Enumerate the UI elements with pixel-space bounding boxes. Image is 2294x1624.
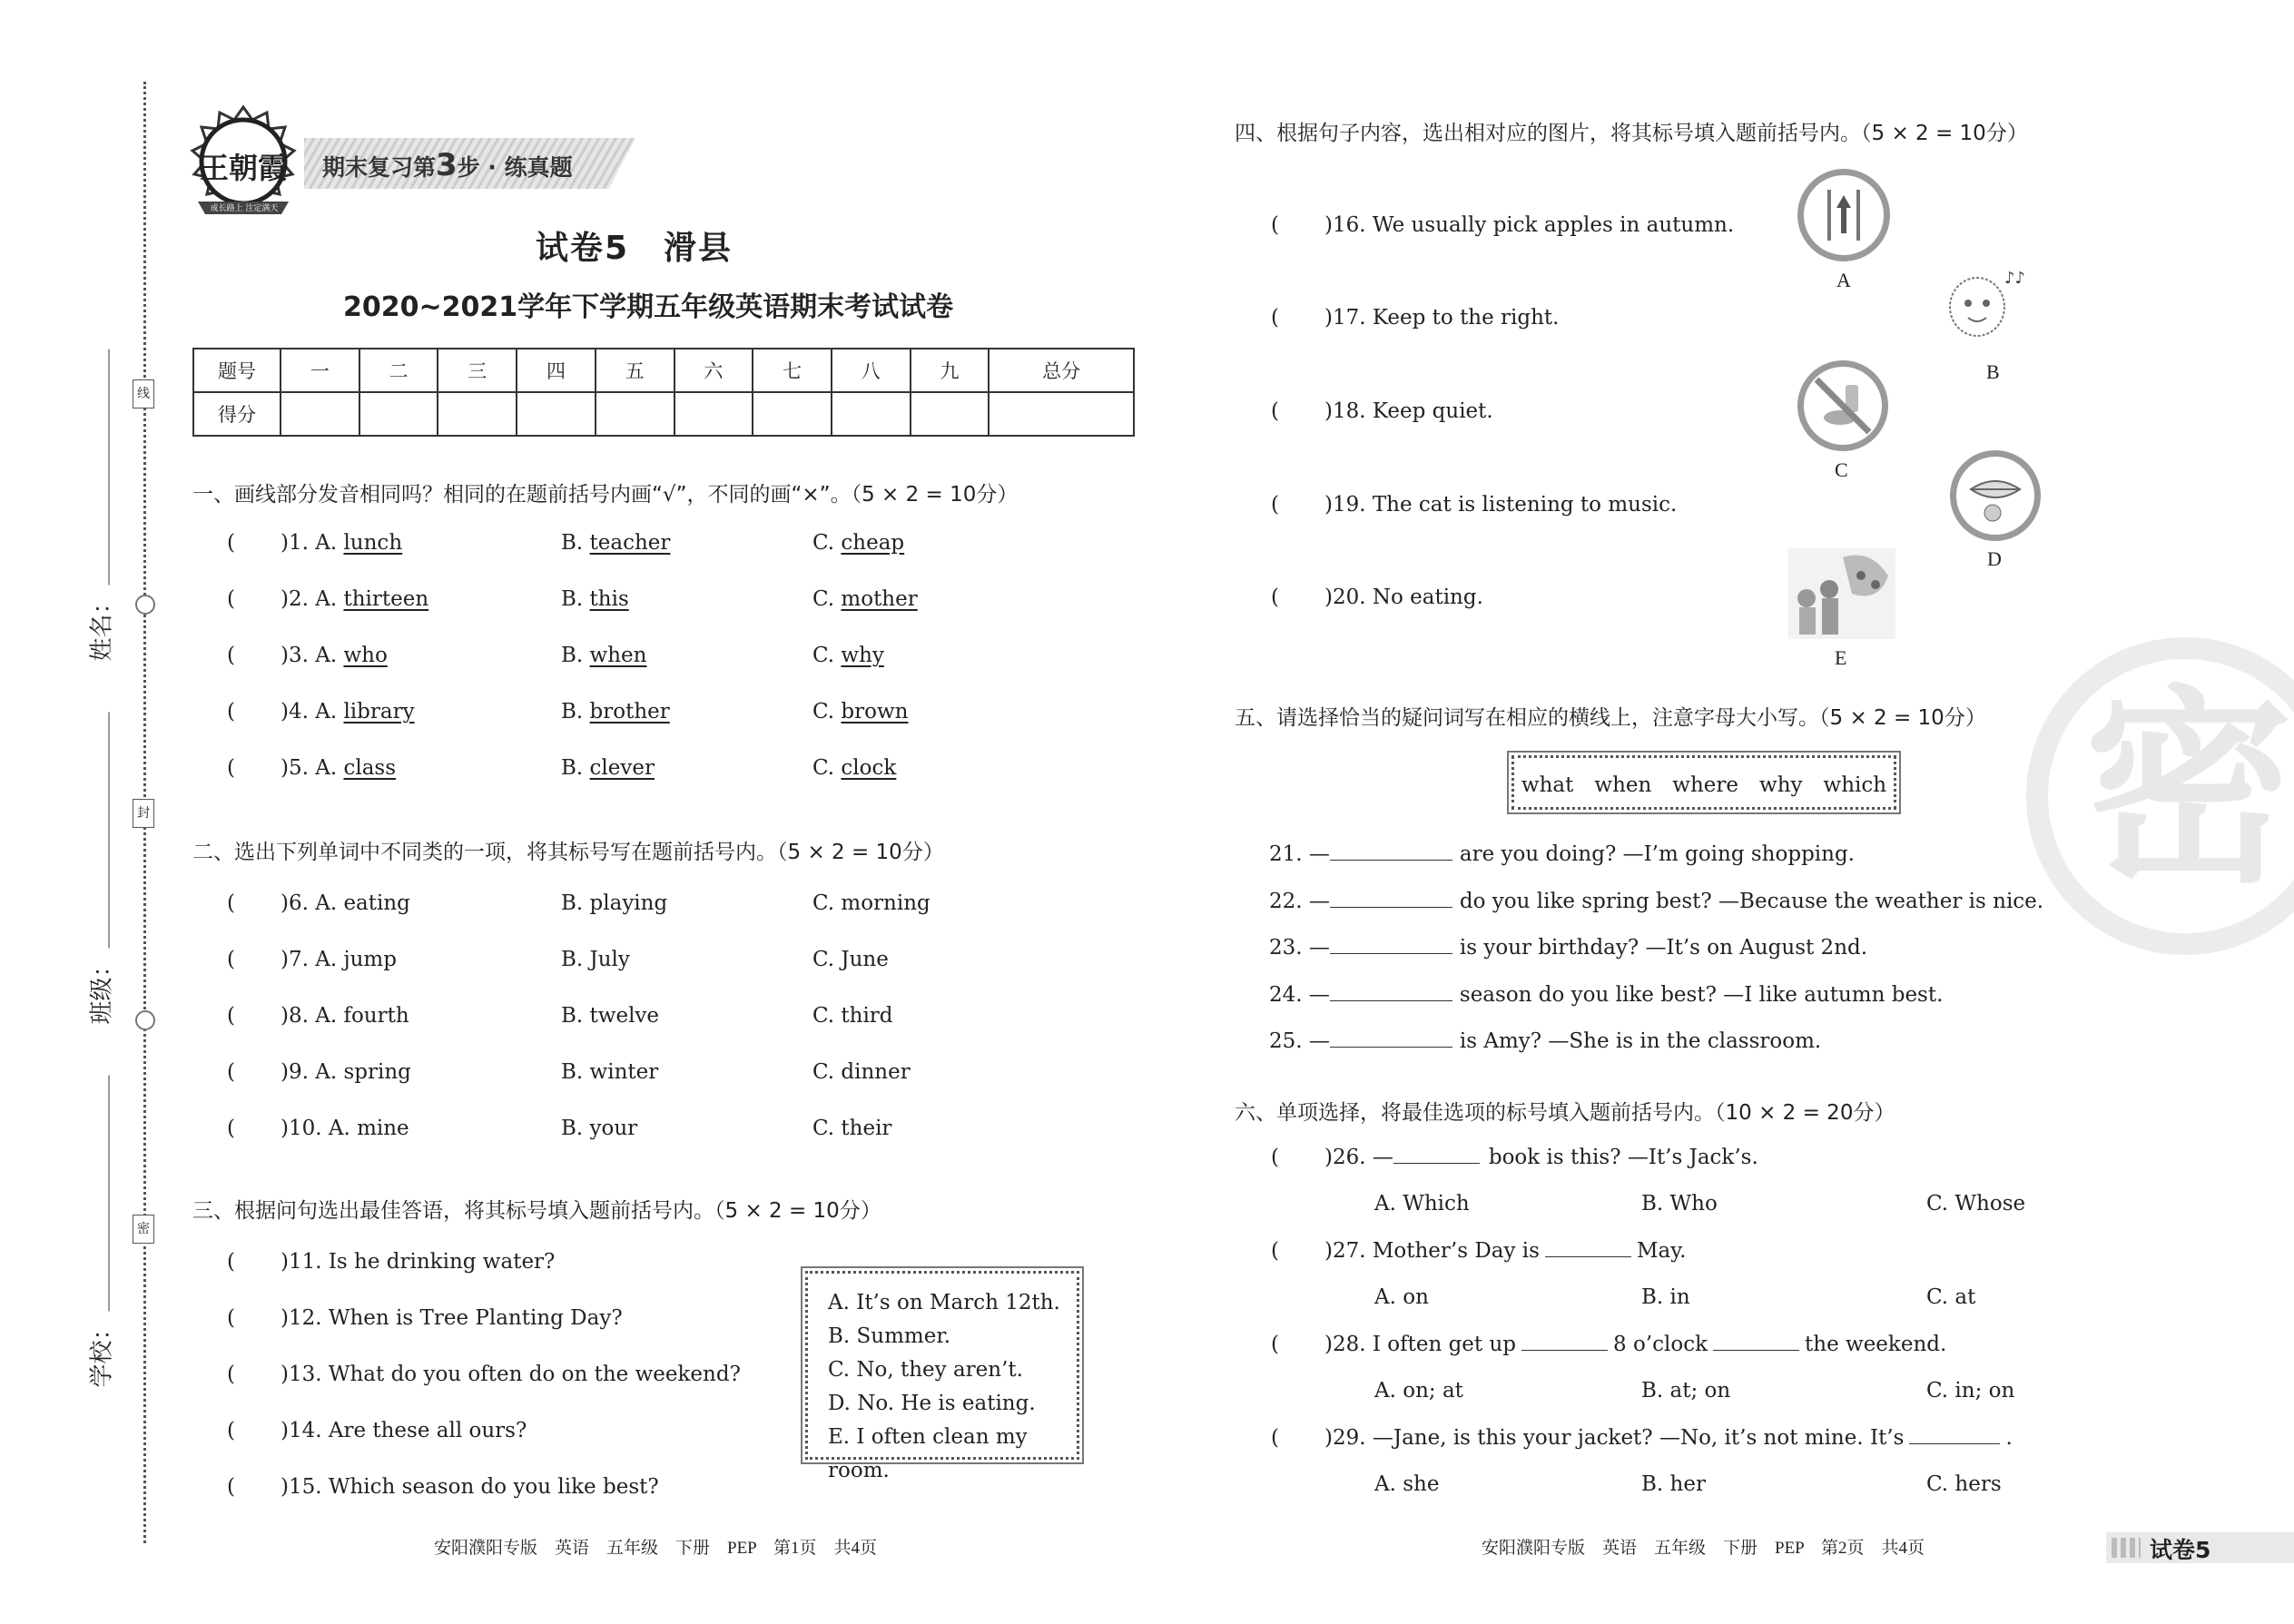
school-label: 学校： [88, 1316, 116, 1388]
score-label: 得分 [193, 392, 281, 436]
question-row: ( )28. I often get up 8 o’clock the weekend. [1271, 1333, 1947, 1356]
score-cell: 总分 [989, 349, 1134, 392]
answer-blank[interactable] [1330, 1046, 1452, 1048]
class-field[interactable] [84, 698, 117, 1025]
question-row: ( )8. A. fourth B. twelve C. third [227, 1004, 893, 1028]
answer-blank[interactable] [1330, 906, 1452, 908]
answer-blank[interactable] [1330, 859, 1452, 861]
binding-mark-secret: 密 [133, 1215, 154, 1244]
logo-text: 王朝霞 [199, 152, 287, 184]
question-row: ( )12. When is Tree Planting Day? [227, 1306, 623, 1330]
answer-blank[interactable] [1330, 952, 1452, 954]
score-input[interactable] [438, 392, 517, 436]
question-row: ( )9. A. spring B. winter C. dinner [227, 1060, 911, 1084]
answer-blank[interactable] [1713, 1349, 1799, 1351]
fill-row: 23. — is your birthday? —It’s on August 2nd. [1269, 936, 1868, 960]
score-cell: 八 [832, 349, 911, 392]
answer-blank[interactable] [1521, 1349, 1608, 1351]
section-3-title: 三、根据问句选出最佳答语，将其标号填入题前括号内。（5 × 2 = 10分） [192, 1199, 881, 1223]
score-row-headers [193, 349, 1134, 392]
no-eating-sign-picture [1797, 360, 1888, 451]
score-table [192, 348, 1135, 437]
question-row: ( )11. Is he drinking water? [227, 1250, 556, 1274]
answer-option: E. I often clean my room. [828, 1425, 1028, 1482]
question-row: ( )5. A. class B. clever C. clock [227, 756, 897, 780]
question-row: ( )19. The cat is listening to music. [1271, 493, 1678, 517]
score-cell: 九 [911, 349, 989, 392]
banner-text [322, 147, 573, 183]
banner-suffix: 步 · 练真题 [457, 154, 573, 181]
score-input[interactable] [674, 392, 753, 436]
picking-apples-picture [1788, 548, 1895, 639]
question-row: ( )6. A. eating B. playing C. morning [227, 891, 930, 915]
section-1-title: 一、画线部分发音相同吗？相同的在题前括号内画“√”，不同的画“×”。（5 × 2 = 10分） [192, 483, 1019, 507]
score-input[interactable] [517, 392, 596, 436]
question-row: ( )17. Keep to the right. [1271, 306, 1560, 330]
score-input[interactable] [989, 392, 1134, 436]
question-row: ( )29. —Jane, is this your jacket? —No, it’s not mine. It’s . [1271, 1426, 2013, 1450]
question-row: ( )14. Are these all ours? [227, 1419, 527, 1442]
answer-option: D. No. He is eating. [828, 1392, 1036, 1415]
name-label: 姓名： [88, 590, 116, 662]
keep-quiet-sign-picture [1950, 450, 2041, 541]
fill-row: 24. — season do you like best? —I like autumn best. [1269, 983, 1944, 1007]
score-cell: 五 [596, 349, 674, 392]
name-field[interactable] [84, 335, 117, 662]
options-row: A. on B. in C. at [1374, 1285, 1976, 1309]
footer-tab: 试卷5 [2150, 1537, 2211, 1563]
fill-row: 25. — is Amy? —She is in the classroom. [1269, 1029, 1822, 1053]
exam-title: 试卷5 滑县 [536, 230, 733, 267]
question-row: ( )15. Which season do you like best? [227, 1475, 659, 1499]
question-row: ( )16. We usually pick apples in autumn. [1271, 213, 1735, 237]
score-cell: 二 [359, 349, 438, 392]
answer-options-box [805, 1271, 1079, 1482]
score-cell: 一 [281, 349, 359, 392]
section-2-title: 二、选出下列单词中不同类的一项，将其标号写在题前括号内。（5 × 2 = 10分） [192, 841, 944, 864]
answer-blank[interactable] [1545, 1255, 1631, 1257]
cat-music-picture [1941, 263, 2032, 354]
exam-subtitle: 2020~2021学年下学期五年级英语期末考试试卷 [343, 291, 954, 323]
footer-left: 安阳濮阳专版 英语 五年级 下册 PEP 第1页 共4页 [434, 1539, 878, 1558]
score-cell: 三 [438, 349, 517, 392]
binding-hole-2 [135, 1010, 155, 1030]
question-row: ( )26. — book is this? —It’s Jack’s. [1271, 1146, 1758, 1169]
options-row: A. she B. her C. hers [1374, 1472, 2002, 1496]
question-row: ( )3. A. who B. when C. why [227, 644, 884, 667]
binding-mark-seal: 封 [133, 799, 154, 828]
banner-step: 3 [436, 147, 458, 183]
secret-stamp [2026, 637, 2294, 955]
score-input[interactable] [596, 392, 674, 436]
footer-right: 安阳濮阳专版 英语 五年级 下册 PEP 第2页 共4页 [1482, 1539, 1925, 1558]
score-input[interactable] [753, 392, 832, 436]
class-label: 班级： [88, 953, 116, 1025]
question-row: ( )27. Mother’s Day is May. [1271, 1239, 1687, 1263]
score-input[interactable] [911, 392, 989, 436]
fill-row: 22. — do you like spring best? —Because the weather is nice. [1269, 890, 2044, 913]
score-cell: 题号 [193, 349, 281, 392]
options-row: A. on; at B. at; on C. in; on [1374, 1379, 2015, 1403]
stamp-character: 密 [2084, 669, 2294, 911]
question-row: ( )18. Keep quiet. [1271, 399, 1493, 423]
picture-label-a: A [1836, 269, 1851, 291]
keep-right-sign-picture [1797, 169, 1890, 261]
question-row: ( )4. A. library B. brother C. brown [227, 700, 909, 723]
question-row: ( )2. A. thirteen B. this C. mother [227, 587, 918, 611]
picture-label-b: B [1986, 360, 2000, 383]
score-row-values [193, 392, 1134, 436]
score-input[interactable] [832, 392, 911, 436]
score-input[interactable] [281, 392, 359, 436]
picture-label-c: C [1835, 458, 1848, 481]
fill-row: 21. — are you doing? —I’m going shopping. [1269, 842, 1855, 866]
picture-label-e: E [1835, 646, 1847, 669]
logo [180, 100, 307, 227]
section-5-title: 五、请选择恰当的疑问词写在相应的横线上，注意字母大小写。（5 × 2 = 10分） [1235, 706, 1986, 730]
question-row: ( )1. A. lunch B. teacher C. cheap [227, 531, 905, 555]
binding-hole-1 [135, 595, 155, 615]
answer-blank[interactable] [1393, 1162, 1480, 1164]
picture-label-d: D [1987, 547, 2002, 570]
score-cell: 四 [517, 349, 596, 392]
score-input[interactable] [359, 392, 438, 436]
question-row: ( )7. A. jump B. July C. June [227, 948, 889, 971]
section-6-title: 六、单项选择，将最佳选项的标号填入题前括号内。（10 × 2 = 20分） [1235, 1101, 1895, 1125]
answer-option: C. No, they aren’t. [828, 1358, 1023, 1382]
word-bank-box: what when where why which [1511, 755, 1896, 810]
question-row: ( )13. What do you often do on the weekend? [227, 1363, 741, 1386]
question-row: ( )20. No eating. [1271, 586, 1483, 609]
logo-subtext: 成长路上 注定满天 [210, 204, 279, 213]
binding-mark-line: 线 [133, 379, 154, 408]
footer-tab-dots [2112, 1538, 2141, 1558]
score-cell: 六 [674, 349, 753, 392]
question-row: ( )10. A. mine B. your C. their [227, 1117, 892, 1140]
school-field[interactable] [84, 1061, 117, 1388]
section-4-title: 四、根据句子内容，选出相对应的图片，将其标号填入题前括号内。（5 × 2 = 10分） [1235, 122, 2028, 145]
answer-option: A. It’s on March 12th. [828, 1291, 1060, 1314]
svg-text:♪♪: ♪♪ [2004, 269, 2025, 288]
options-row: A. Which B. Who C. Whose [1374, 1192, 2026, 1216]
answer-option: B. Summer. [828, 1324, 951, 1348]
answer-blank[interactable] [1909, 1442, 2000, 1444]
banner-prefix: 期末复习第 [322, 154, 437, 181]
answer-blank[interactable] [1330, 999, 1452, 1001]
score-cell: 七 [753, 349, 832, 392]
